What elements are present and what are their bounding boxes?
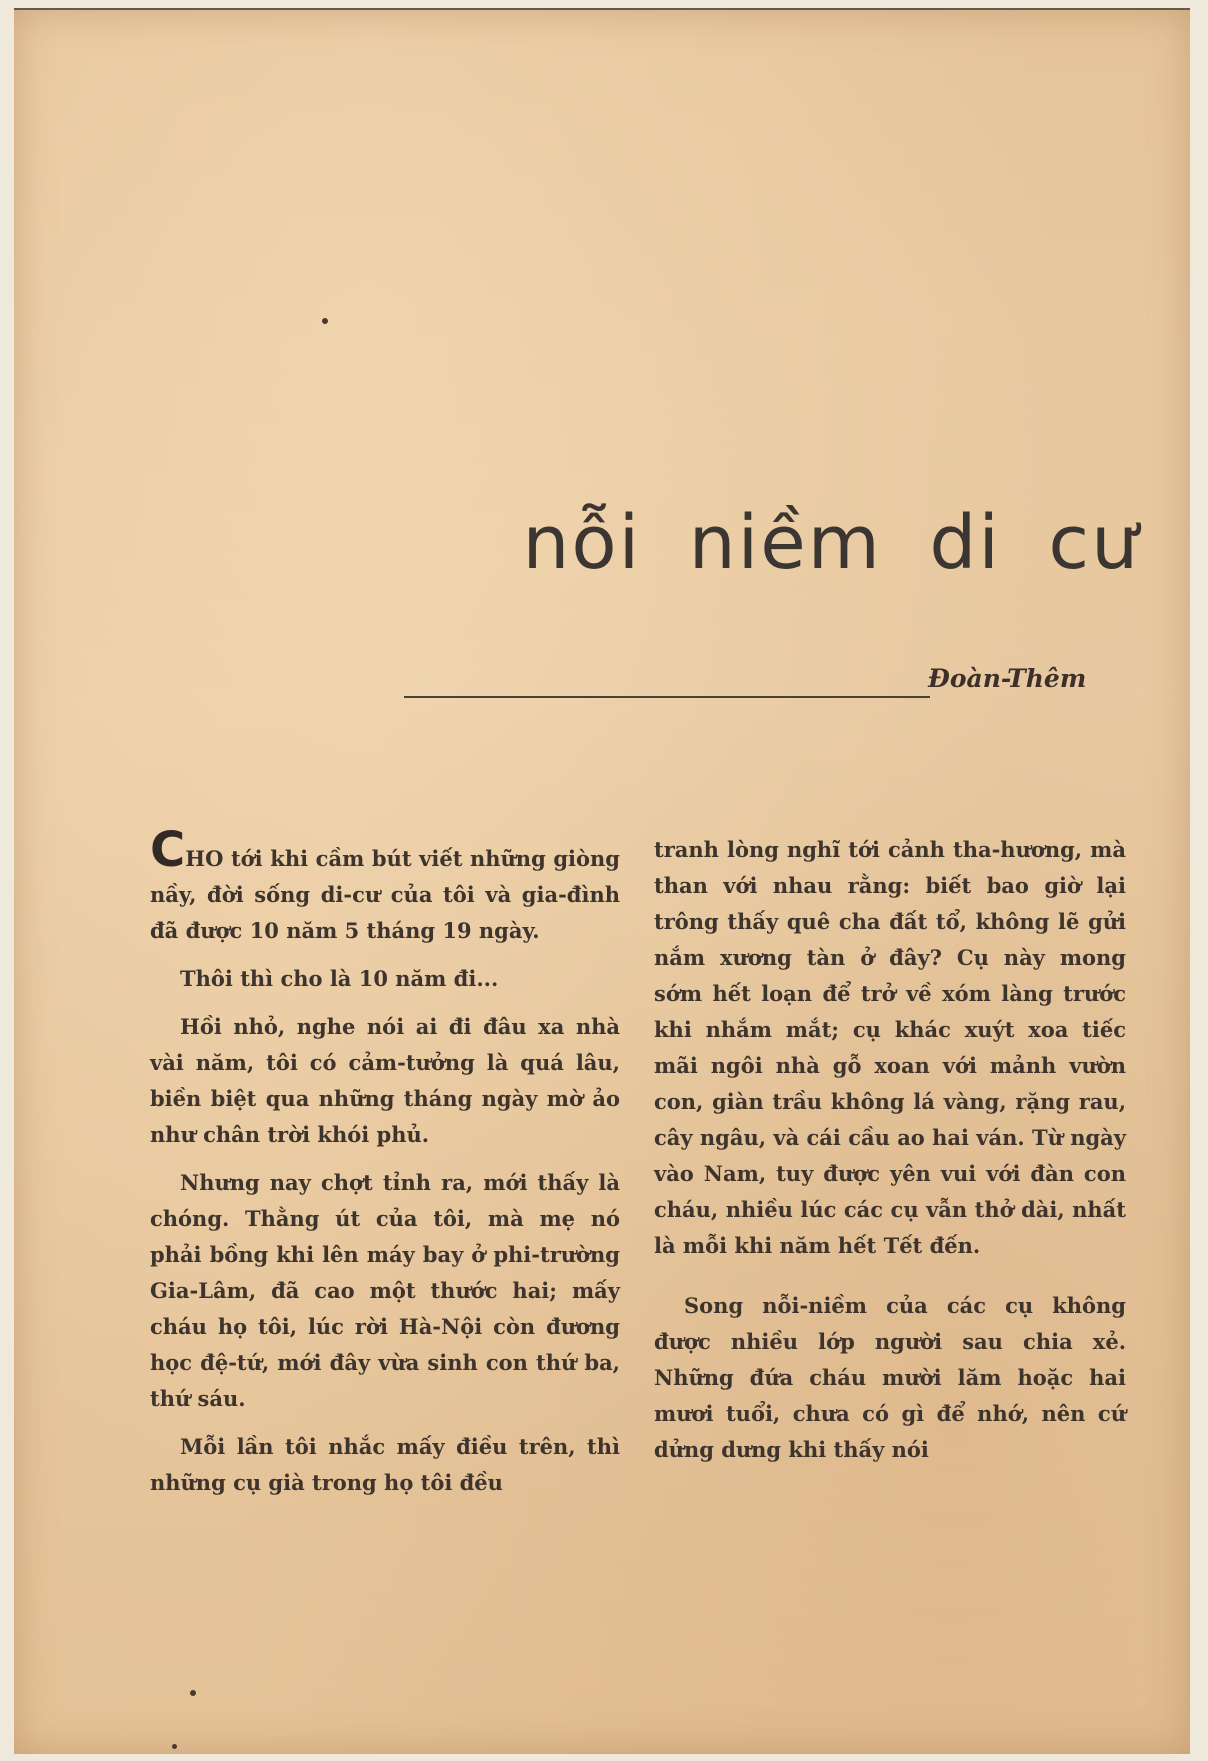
title-rule <box>404 696 930 698</box>
text-column-right <box>654 832 1126 1480</box>
paragraph: tranh lòng nghĩ tới cảnh tha-hương, mà than với nhau rằng: biết bao giờ lại trông thấy quê cha đất tổ, không lẽ gửi nắm xương tàn ở đây? Cụ này mong sớm hết loạn để trở về xóm làng trước khi nhắm mắt; cụ khác xuýt xoa tiếc mãi ngôi nhà gỗ xoan với mảnh vườn con, giàn trầu không lá vàng, rặng rau, cây ngâu, và cái cầu ao hai ván. Từ ngày vào Nam, tuy được yên vui với đàn con cháu, nhiều lúc các cụ vẫn thở dài, nhất là mỗi khi năm hết Tết đến. <box>654 837 1126 1258</box>
paragraph: Song nỗi-niềm của các cụ không được nhiều lớp người sau chia xẻ. Những đứa cháu mười lăm hoặc hai mươi tuổi, chưa có gì để nhớ, nên cứ dửng dưng khi thấy nói <box>654 1293 1126 1462</box>
paragraph: Hồi nhỏ, nghe nói ai đi đâu xa nhà vài năm, tôi có cảm-tưởng là quá lâu, biền biệt qua những tháng ngày mờ ảo như chân trời khói phủ. <box>150 1014 620 1147</box>
author-signature: Đoàn-Thêm <box>928 664 1087 693</box>
paragraph <box>150 822 620 949</box>
paragraph: Mỗi lần tôi nhắc mấy điều trên, thì những cụ già trong họ tôi đều <box>150 1434 620 1495</box>
ink-speck <box>190 1690 196 1696</box>
article-title: nỗi niềm di cư <box>522 500 1140 586</box>
drop-cap: C <box>150 822 186 878</box>
paragraph: Nhưng nay chợt tỉnh ra, mới thấy là chóng. Thằng út của tôi, mà mẹ nó phải bồng khi lên máy bay ở phi-trường Gia-Lâm, đã cao một thước hai; mấy cháu họ tôi, lúc rời Hà-Nội còn đương học đệ-tứ, mới đây vừa sinh con thứ ba, thứ sáu. <box>150 1170 620 1411</box>
ink-speck <box>322 318 328 324</box>
ink-speck <box>172 1744 177 1749</box>
paragraph: Thôi thì cho là 10 năm đi... <box>180 966 499 991</box>
paragraph-text: HO tới khi cầm bút viết những giòng nầy, đời sống di-cư của tôi và gia-đình đã được 10 năm 5 tháng 19 ngày. <box>150 846 620 943</box>
text-column-left <box>150 822 620 1513</box>
